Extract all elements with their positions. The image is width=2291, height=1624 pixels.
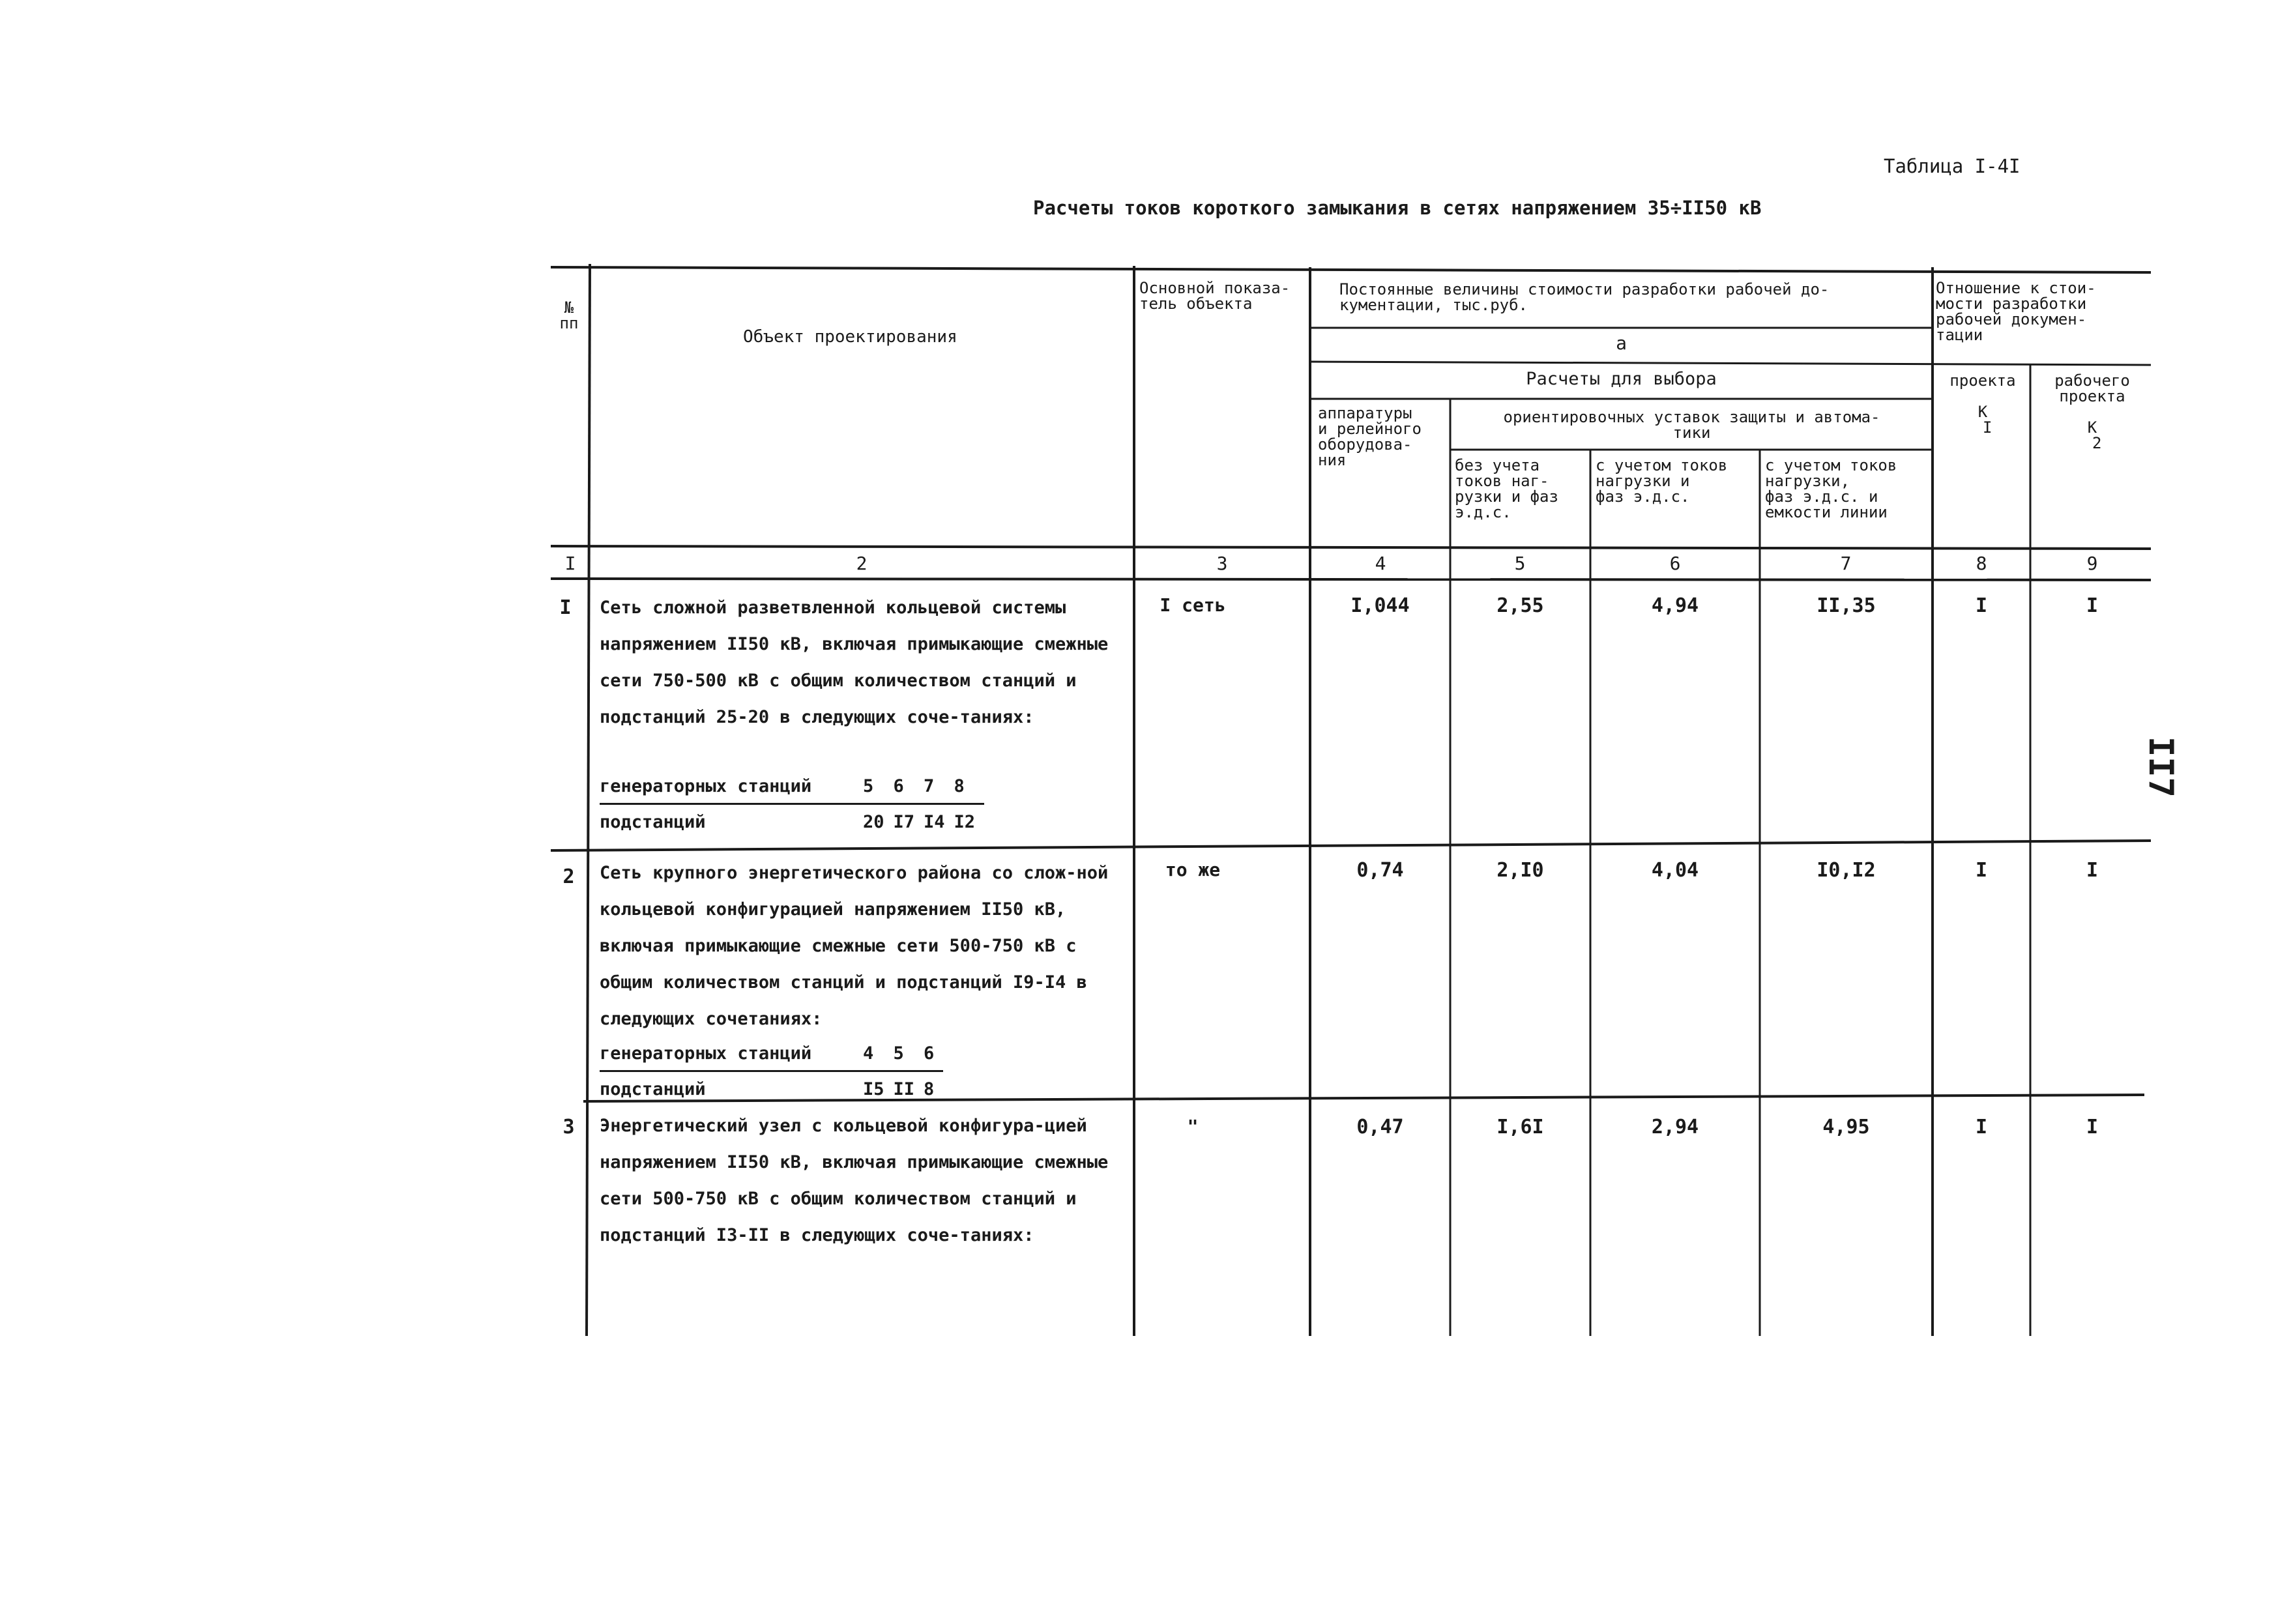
value-without-load: I,6I: [1496, 1116, 1544, 1138]
row-indicator: I сеть: [1160, 594, 1226, 616]
page-number: II7: [2141, 736, 2180, 798]
rule-top: [551, 267, 2151, 272]
value-with-load: 4,94: [1651, 594, 1699, 617]
row-number: I: [559, 596, 572, 619]
document-title: Расчеты токов короткого замыкания в сетях напряжением 35÷II50 кВ: [1033, 197, 1762, 219]
header-col-indicator: Основной показа- тель объекта: [1139, 279, 1291, 313]
row-number: 2: [562, 865, 575, 888]
column-number: I: [564, 553, 576, 574]
column-number: 6: [1669, 553, 1681, 574]
rule-header-bottom: [551, 546, 2151, 549]
value-k1: I: [1975, 594, 1988, 617]
substation-label: подстанций: [600, 811, 706, 832]
value-with-capacity: I0,I2: [1817, 859, 1876, 882]
row-object-text: Энергетический узел с кольцевой конфигура-цией напряжением II50 кВ, включая примыкающие смежные сети 500-750 кВ с общим количеством станций и подстанций I3-II в следующих соче-таниях:: [600, 1116, 1109, 1245]
generator-label: генераторных станций: [600, 769, 863, 804]
combination-table: [600, 1036, 943, 1106]
header-col-project: проекта К I: [1949, 371, 2016, 437]
column-number: 2: [856, 553, 868, 574]
generator-value: 8: [954, 769, 985, 804]
substation-value: 20: [863, 811, 884, 832]
value-apparatus: 0,74: [1356, 859, 1404, 882]
value-k2: I: [2086, 859, 2099, 882]
value-with-capacity: 4,95: [1822, 1116, 1870, 1138]
column-number: 7: [1840, 553, 1852, 574]
rule-row1-bottom: [551, 841, 2151, 850]
header-col-with-load: с учетом токов нагрузки и фаз э.д.с.: [1596, 456, 1728, 506]
header-col-object: Объект проектирования: [743, 327, 957, 347]
value-with-load: 4,04: [1651, 859, 1699, 882]
column-number: 8: [1976, 553, 1987, 574]
substation-label: подстанций: [600, 1079, 706, 1099]
generator-value: 6: [894, 769, 924, 804]
header-col-number: № пп: [559, 298, 579, 332]
row-indicator: то же: [1165, 859, 1221, 880]
row-indicator: ": [1187, 1116, 1199, 1137]
generator-label: генераторных станций: [600, 1036, 863, 1071]
value-k1: I: [1975, 859, 1988, 882]
rule-numbers-bottom: [551, 579, 2151, 580]
value-apparatus: I,044: [1350, 594, 1410, 617]
value-k1: I: [1975, 1116, 1988, 1138]
header-ratio-title: Отношение к стои- мости разработки рабочей докумен- тации: [1936, 279, 2096, 344]
header-col-apparatus: аппаратуры и релейного оборудова- ния: [1318, 404, 1422, 469]
row-object-text: Сеть сложной разветвленной кольцевой системы напряжением II50 кВ, включая примыкающие смежные сети 750-500 кВ с общим количеством станций и подстанций 25-20 в следующих соче-таниях:: [600, 598, 1109, 727]
row-object-text: Сеть крупного энергетического района со слож-ной кольцевой конфигурацией напряжением II50 кВ, включая примыкающие смежные сети 500-750 кВ с общим количеством станций и подстанций I9-I4 в следующих сочетаниях:: [600, 863, 1109, 1029]
value-with-load: 2,94: [1651, 1116, 1699, 1138]
header-group-letter: а: [1616, 332, 1627, 354]
table-label: Таблица I-4I: [1884, 155, 2021, 177]
substation-value: II: [893, 1079, 915, 1099]
value-apparatus: 0,47: [1356, 1116, 1404, 1138]
value-without-load: 2,I0: [1496, 859, 1544, 882]
column-number: 4: [1375, 553, 1386, 574]
header-group-title: Постоянные величины стоимости разработки рабочей до- кументации, тыс.руб.: [1339, 280, 1830, 314]
substation-value: I7: [893, 811, 915, 832]
column-number: 9: [2086, 553, 2098, 574]
substation-value: I5: [863, 1079, 884, 1099]
substation-value: I4: [924, 811, 945, 832]
row-number: 3: [562, 1116, 575, 1138]
column-number: 3: [1216, 553, 1228, 574]
header-col-with-capacity: с учетом токов нагрузки, фаз э.д.с. и емкости линии: [1765, 456, 1897, 521]
column-number: 5: [1514, 553, 1526, 574]
generator-value: 7: [924, 769, 954, 804]
combination-table: [600, 769, 984, 839]
generator-value: 6: [924, 1036, 943, 1071]
header-col-working-project: рабочего проекта К 2: [2054, 371, 2130, 452]
substation-value: 8: [924, 1079, 935, 1099]
generator-value: 4: [863, 1036, 894, 1071]
value-k2: I: [2086, 594, 2099, 617]
generator-value: 5: [863, 769, 894, 804]
substation-value: I2: [954, 811, 976, 832]
value-without-load: 2,55: [1496, 594, 1544, 617]
generator-value: 5: [894, 1036, 924, 1071]
header-calc-title: Расчеты для выбора: [1526, 369, 1717, 389]
value-k2: I: [2086, 1116, 2099, 1138]
header-col-without-load: без учета токов наг- рузки и фаз э.д.с.: [1455, 456, 1558, 521]
header-orient-title: ориентировочных уставок защиты и автома- тики: [1503, 408, 1880, 442]
value-with-capacity: II,35: [1817, 594, 1876, 617]
